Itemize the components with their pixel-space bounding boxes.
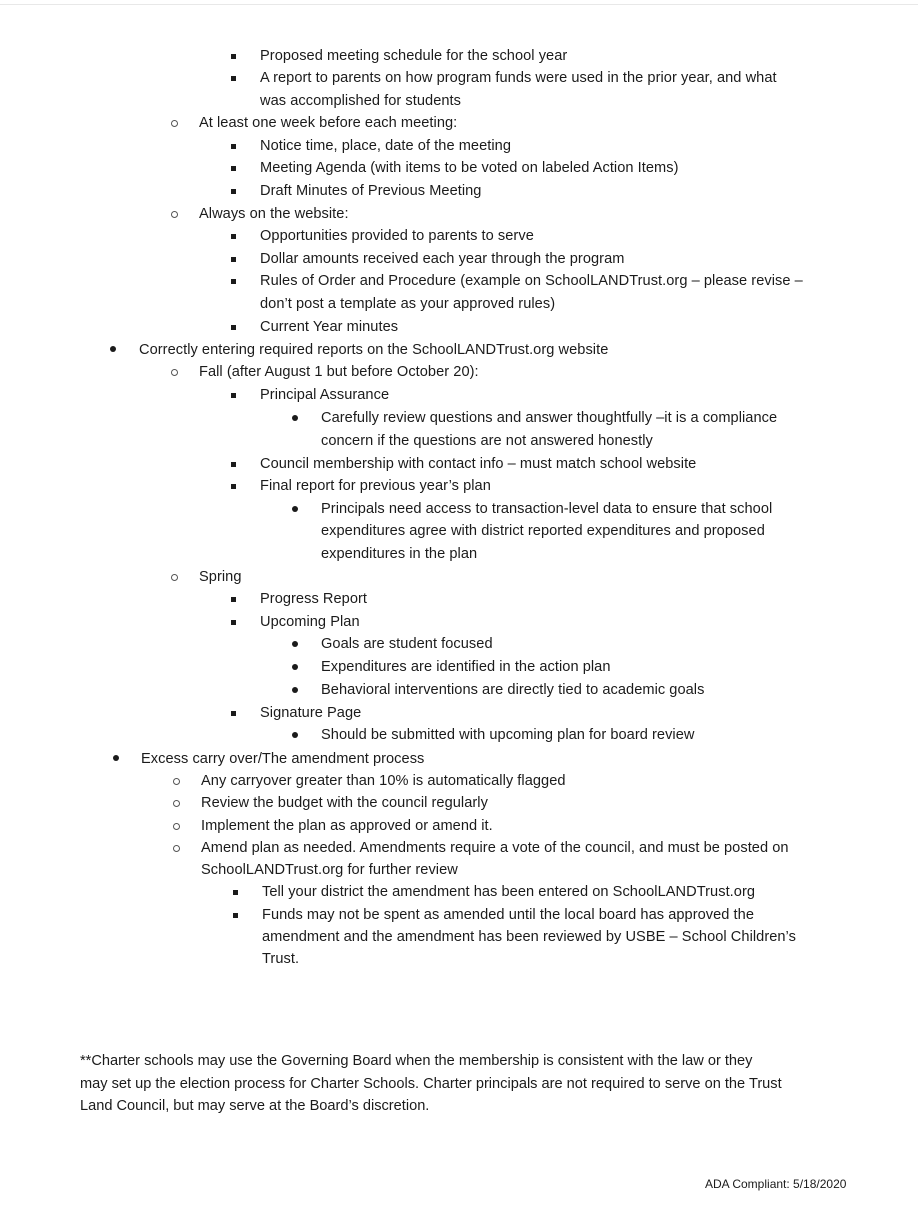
list-item: Funds may not be spent as amended until the local board has approved the [262,907,754,923]
list-item: Progress Report [260,591,368,607]
list-item-continuation: was accomplished for students [260,93,461,109]
list-item: Rules of Order and Procedure (example on SchoolLANDTrust.org – please revise – [260,273,803,289]
filled-bullet-icon [110,346,116,352]
square-bullet-icon [231,54,236,59]
list-item: Fall (after August 1 but before October 20): [199,364,479,380]
list-item: Notice time, place, date of the meeting [260,138,511,154]
list-item: Always on the website: [199,206,349,222]
hollow-circle-bullet-icon [173,845,180,852]
hollow-circle-bullet-icon [173,823,180,830]
list-item: Opportunities provided to parents to serve [260,228,534,244]
list-item: Amend plan as needed. Amendments require a vote of the council, and must be posted on [201,840,789,856]
list-item: Correctly entering required reports on the SchoolLANDTrust.org website [139,342,609,358]
list-item: Tell your district the amendment has been entered on SchoolLANDTrust.org [262,884,756,900]
list-item: Review the budget with the council regularly [201,795,488,811]
footnote-line: may set up the election process for Charter Schools. Charter principals are not required to serve on the Trust [80,1076,782,1092]
square-bullet-icon [231,462,236,467]
list-item: Final report for previous year’s plan [260,478,491,494]
list-item: Proposed meeting schedule for the school year [260,48,568,64]
filled-bullet-icon [292,664,298,670]
square-bullet-icon [231,257,236,262]
filled-bullet-icon [292,687,298,693]
hollow-circle-bullet-icon [171,120,178,127]
list-item-continuation: don’t post a template as your approved rules) [260,296,556,312]
hollow-circle-bullet-icon [171,211,178,218]
list-item: A report to parents on how program funds were used in the prior year, and what [260,70,777,86]
filled-bullet-icon [292,641,298,647]
square-bullet-icon [231,711,236,716]
list-item-continuation: expenditures agree with district reported expenditures and proposed [321,523,765,539]
footnote-line: **Charter schools may use the Governing Board when the membership is consistent with the law or they [80,1053,753,1069]
list-item: Council membership with contact info – must match school website [260,456,697,472]
list-item: Dollar amounts received each year through the program [260,251,625,267]
square-bullet-icon [231,279,236,284]
square-bullet-icon [231,620,236,625]
list-item: Implement the plan as approved or amend it. [201,818,493,834]
hollow-circle-bullet-icon [173,800,180,807]
square-bullet-icon [231,325,236,330]
square-bullet-icon [231,393,236,398]
square-bullet-icon [231,189,236,194]
list-item-continuation: concern if the questions are not answered honestly [321,433,653,449]
list-item: Current Year minutes [260,319,399,335]
page-top-border [0,4,918,5]
hollow-circle-bullet-icon [173,778,180,785]
list-item: Any carryover greater than 10% is automatically flagged [201,773,566,789]
square-bullet-icon [233,890,238,895]
square-bullet-icon [231,76,236,81]
list-item-continuation: Trust. [262,951,300,967]
list-item: Draft Minutes of Previous Meeting [260,183,482,199]
list-item-continuation: expenditures in the plan [321,546,478,562]
list-item: Principals need access to transaction-level data to ensure that school [321,501,773,517]
filled-bullet-icon [292,506,298,512]
list-item: Upcoming Plan [260,614,360,630]
list-item: Goals are student focused [321,636,493,652]
filled-bullet-icon [113,755,119,761]
list-item: Expenditures are identified in the action plan [321,659,611,675]
list-item: Principal Assurance [260,387,390,403]
list-item: Excess carry over/The amendment process [141,751,425,767]
list-item: Spring [199,569,242,585]
hollow-circle-bullet-icon [171,369,178,376]
hollow-circle-bullet-icon [171,574,178,581]
square-bullet-icon [231,234,236,239]
list-item: Signature Page [260,705,362,721]
footnote-line: Land Council, but may serve at the Board’s discretion. [80,1098,430,1114]
list-item: At least one week before each meeting: [199,115,458,131]
filled-bullet-icon [292,415,298,421]
list-item-continuation: amendment and the amendment has been reviewed by USBE – School Children’s [262,929,796,945]
list-item: Behavioral interventions are directly tied to academic goals [321,682,705,698]
list-item: Should be submitted with upcoming plan for board review [321,727,695,743]
square-bullet-icon [231,597,236,602]
list-item: Carefully review questions and answer thoughtfully –it is a compliance [321,410,778,426]
ada-compliance-stamp: ADA Compliant: 5/18/2020 [705,1177,847,1191]
square-bullet-icon [233,913,238,918]
list-item-continuation: SchoolLANDTrust.org for further review [201,862,458,878]
square-bullet-icon [231,166,236,171]
filled-bullet-icon [292,732,298,738]
square-bullet-icon [231,144,236,149]
list-item: Meeting Agenda (with items to be voted on labeled Action Items) [260,160,679,176]
square-bullet-icon [231,484,236,489]
